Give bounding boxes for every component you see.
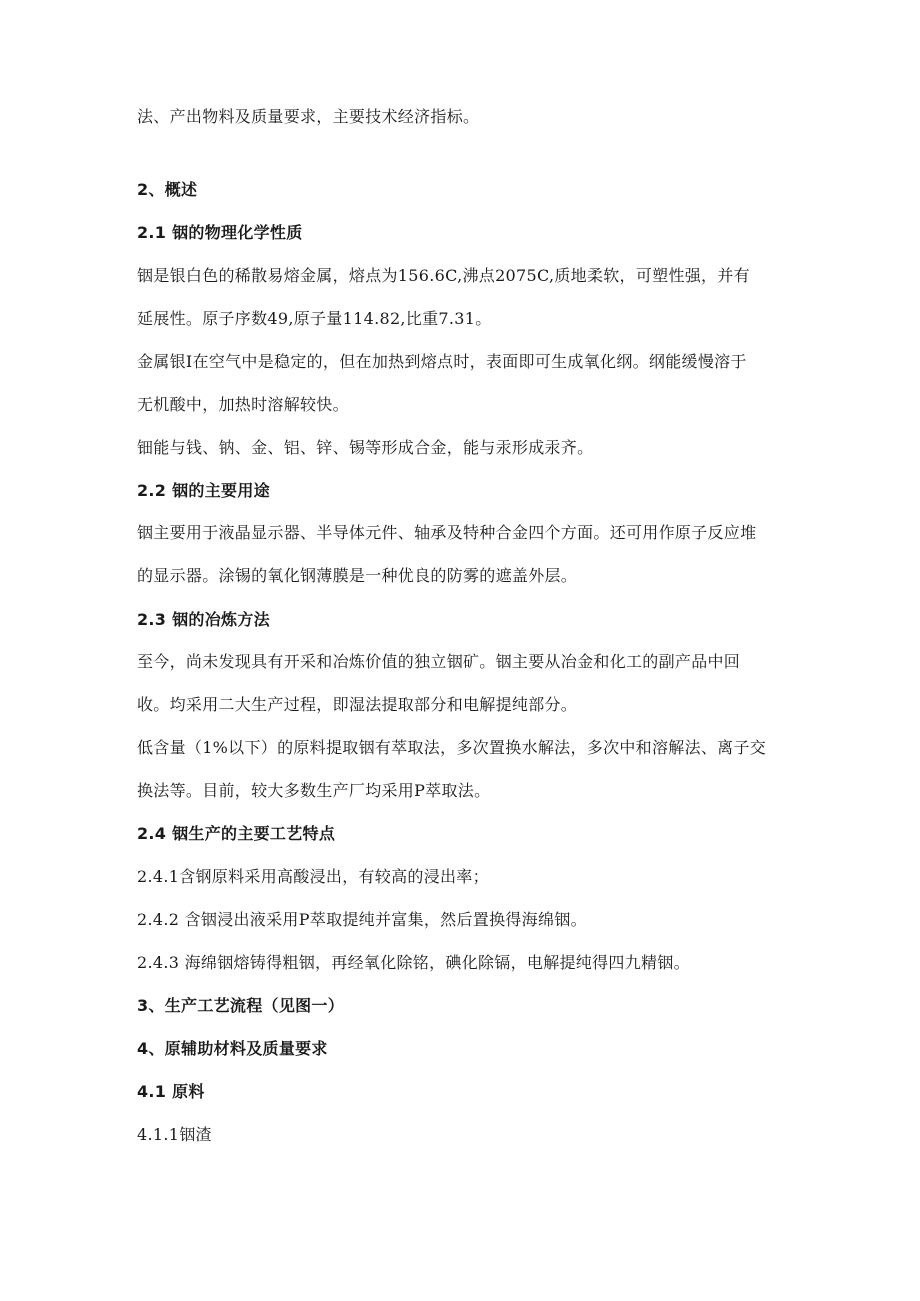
paragraph-line: 的显示器。涂锡的氧化钢薄膜是一种优良的防雾的遮盖外层。 — [137, 566, 578, 585]
paragraph-line: 换法等。目前，较大多数生产厂均采用P萃取法。 — [137, 781, 491, 800]
paragraph-line: 2.4.3 海绵铟熔铸得粗铟，再经氧化除铭，碘化除镉，电解提纯得四九精铟。 — [137, 953, 690, 972]
paragraph-line: 钿能与钱、钠、金、铝、锌、锡等形成合金，能与汞形成汞齐。 — [137, 438, 594, 457]
paragraph-line: 铟主要用于液晶显示器、半导体元件、轴承及特种合金四个方面。还可用作原子反应堆 — [137, 523, 757, 542]
paragraph-line: 2.4.1含钢原料采用高酸浸出，有较高的浸出率； — [137, 867, 489, 886]
section-heading-process-flow: 3、生产工艺流程（见图一） — [137, 996, 345, 1015]
subsection-heading-properties: 2.1 铟的物理化学性质 — [137, 223, 303, 242]
subsection-heading-raw-materials: 4.1 原料 — [137, 1082, 205, 1101]
paragraph-line: 2.4.2 含铟浸出液采用P萃取提纯并富集，然后置换得海绵铟。 — [137, 910, 587, 929]
paragraph-line: 无机酸中，加热时溶解较快。 — [137, 395, 349, 414]
subsection-heading-uses: 2.2 铟的主要用途 — [137, 481, 270, 500]
paragraph-line: 铟是银白色的稀散易熔金属，熔点为156.6C,沸点2075C,质地柔软，可塑性强，并有 — [137, 266, 750, 285]
paragraph-line: 金属银I在空气中是稳定的，但在加热到熔点时，表面即可生成氧化纲。纲能缓慢溶于 — [137, 352, 747, 371]
paragraph-line: 法、产出物料及质量要求，主要技术经济指标。 — [137, 107, 480, 126]
subsection-heading-process-features: 2.4 铟生产的主要工艺特点 — [137, 824, 336, 843]
paragraph-line: 至今，尚未发现具有开采和冶炼价值的独立铟矿。铟主要从冶金和化工的副产品中回 — [137, 652, 741, 671]
section-heading-overview: 2、概述 — [137, 180, 198, 199]
paragraph-line: 收。均采用二大生产过程，即湿法提取部分和电解提纯部分。 — [137, 695, 578, 714]
paragraph-line: 延展性。原子序数49,原子量114.82,比重7.31。 — [137, 309, 492, 328]
paragraph-line: 4.1.1铟渣 — [137, 1125, 212, 1144]
section-heading-materials: 4、原辅助材料及质量要求 — [137, 1039, 328, 1058]
paragraph-line: 低含量（1%以下）的原料提取铟有萃取法，多次置换水解法，多次中和溶解法、离子交 — [137, 738, 767, 757]
subsection-heading-smelting: 2.3 铟的冶炼方法 — [137, 610, 270, 629]
